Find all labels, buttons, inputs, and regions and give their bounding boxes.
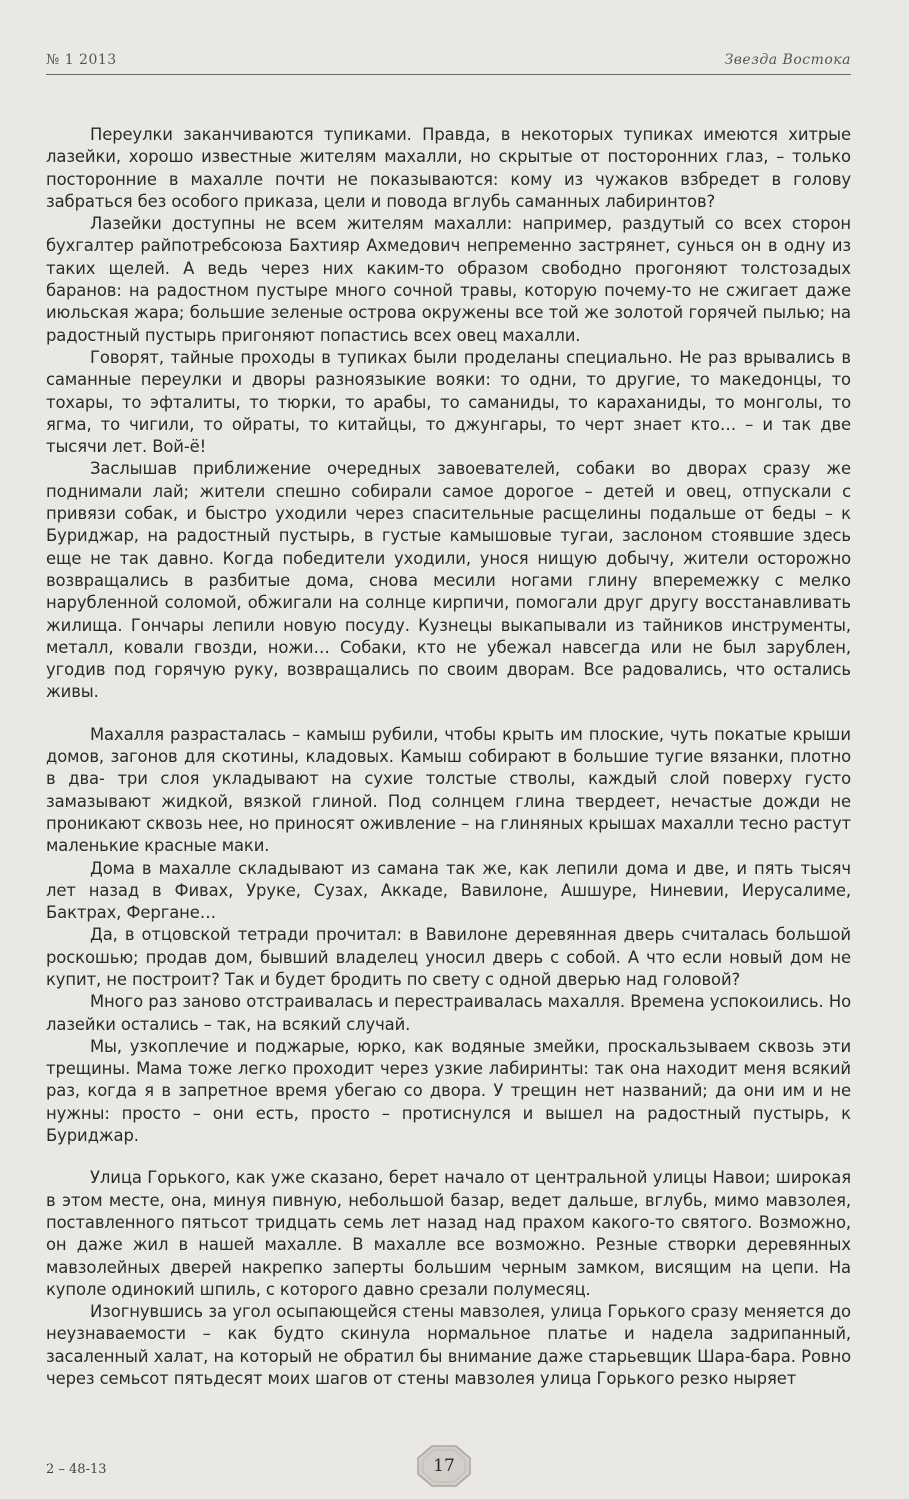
paragraph: Да, в отцовской тетради прочитал: в Вавилоне деревянная дверь считалась большой роскошью; продав дом, бывший владелец уносил дверь с собой. А что если новый дом не купит, не построит? Так и будет бродить по свету с одной дверью над головой? — [46, 925, 851, 989]
paragraph: Махалля разрасталась – камыш рубили, чтобы крыть им плоские, чуть покатые крыши домов, загонов для скотины, кладовых. Камыш собирают в большие тугие вязанки, плотно в два- три слоя укладывают на сухие толстые стволы, каждый слой поверху густо замазывают жидкой, вязкой глиной. Под солнцем глина твердеет, нечастые дожди не проникают сквозь нее, но приносят оживление – на глиняных крышах махалли тесно растут маленькие красные маки. — [46, 724, 851, 856]
issue-number: № 1 2013 — [46, 52, 117, 68]
paragraph: Мы, узкоплечие и поджарые, юрко, как водяные змейки, проскальзываем сквозь эти трещины. Мама тоже легко проходит через узкие лабиринты: так она находит меня всякий раз, когда я в запретное время убегаю со двора. У трещин нет названий; да они им и не нужны: просто – они есть, просто – протиснулся и вышел на радостный пустырь, к Буриджар. — [46, 1036, 851, 1146]
journal-title: Звезда Востока — [724, 52, 851, 68]
article-body — [46, 124, 851, 1390]
paragraph: Улица Горького, как уже сказано, берет начало от центральной улицы Навои; широкая в этом месте, она, минуя пивную, небольшой базар, ведет дальше, вглубь, мимо мавзолея, поставленного пятьсот тридцать семь лет назад над прахом какого-то святого. Возможно, он даже жил в нашей махалле. В махалле все возможно. Резные створки деревянных мавзолейных дверей накрепко заперты большим черным замком, висящим на цепи. На куполе одинокий шпиль, с которого давно срезали полумесяц. — [46, 1168, 851, 1299]
paragraph: Дома в махалле складывают из самана так же, как лепили дома и две, и пять тысяч лет назад в Фивах, Уруке, Сузах, Аккаде, Вавилоне, Ашшуре, Ниневии, Иерусалиме, Бактрах, Фергане… — [46, 858, 851, 923]
paragraph: Изогнувшись за угол осыпающейся стены мавзолея, улица Горького сразу меняется до неузнаваемости – как будто скинула нормальное платье и надела задрипанный, засаленный халат, на который не обратил бы внимание даже старьевщик Шара-бара. Ровно через семьсот пятьдесят моих шагов от стены мавзолея улица Горького резко ныряет — [46, 1302, 851, 1389]
page-header — [46, 44, 851, 75]
paragraph: Лазейки доступны не всем жителям махалли: например, раздутый со всех сторон бухгалтер райпотребсоюза Бахтияр Ахмедович непременно застрянет, сунься он в одну из таких щелей. А ведь через них каким-то образом свободно прогоняют толстозадых баранов: на радостном пустыре много сочной травы, которую почему-то не сжигает даже июльская жара; большие зеленые острова окружены все той же золотой горячей пылью; на радостный пустырь пригоняют попастись всех овец махалли. — [46, 214, 851, 345]
paragraph: Говорят, тайные проходы в тупиках были проделаны специально. Не раз врывались в саманные переулки и дворы разноязыкие вояки: то одни, то другие, то македонцы, то тохары, то эфталиты, то тюрки, то арабы, то саманиды, то караханиды, то монголы, то ягма, то чигили, то ойраты, то китайцы, то джунгары, то черт знает кто… – и так две тысячи лет. Вой-ё! — [46, 347, 851, 457]
paragraph: Заслышав приближение очередных завоевателей, собаки во дворах сразу же поднимали лай; жители спешно собирали самое дорогое – детей и овец, отпускали с привязи собак, и быстро уходили через спасительные расщелины подальше от беды – к Буриджар, на радостный пустырь, в густые камышовые тугаи, заслоном стоявшие здесь еще не так давно. Когда победители уходили, унося нищую добычу, жители осторожно возвращались в разбитые дома, снова месили ногами глину вперемежку с мелко нарубленной соломой, обжигали на солнце кирпичи, помогали друг другу восстанавливать жилища. Гончары лепили новую посуду. Кузнецы выкапывали из тайников инструменты, металл, ковали гвозди, ножи… Собаки, кто не убежал навсегда или не был зарублен, угодив под горячую руку, возвращались по своим дворам. Все радовались, что остались живы. — [46, 459, 851, 702]
page-number: 17 — [433, 1456, 455, 1476]
paragraph: Переулки заканчиваются тупиками. Правда, в некоторых тупиках имеются хитрые лазейки, хорошо известные жителям махалли, но скрытые от посторонних глаз, – только посторонние в махалле почти не показываются: кому из чужаков взбредет в голову забраться без особого приказа, цели и повода вглубь саманных лабиринтов? — [46, 125, 851, 211]
print-code: 2 – 48-13 — [46, 1462, 107, 1477]
page-number-badge — [416, 1444, 472, 1488]
paragraph: Много раз заново отстраивалась и перестраивалась махалля. Времена успокоились. Но лазейки остались – так, на всякий случай. — [46, 992, 851, 1034]
